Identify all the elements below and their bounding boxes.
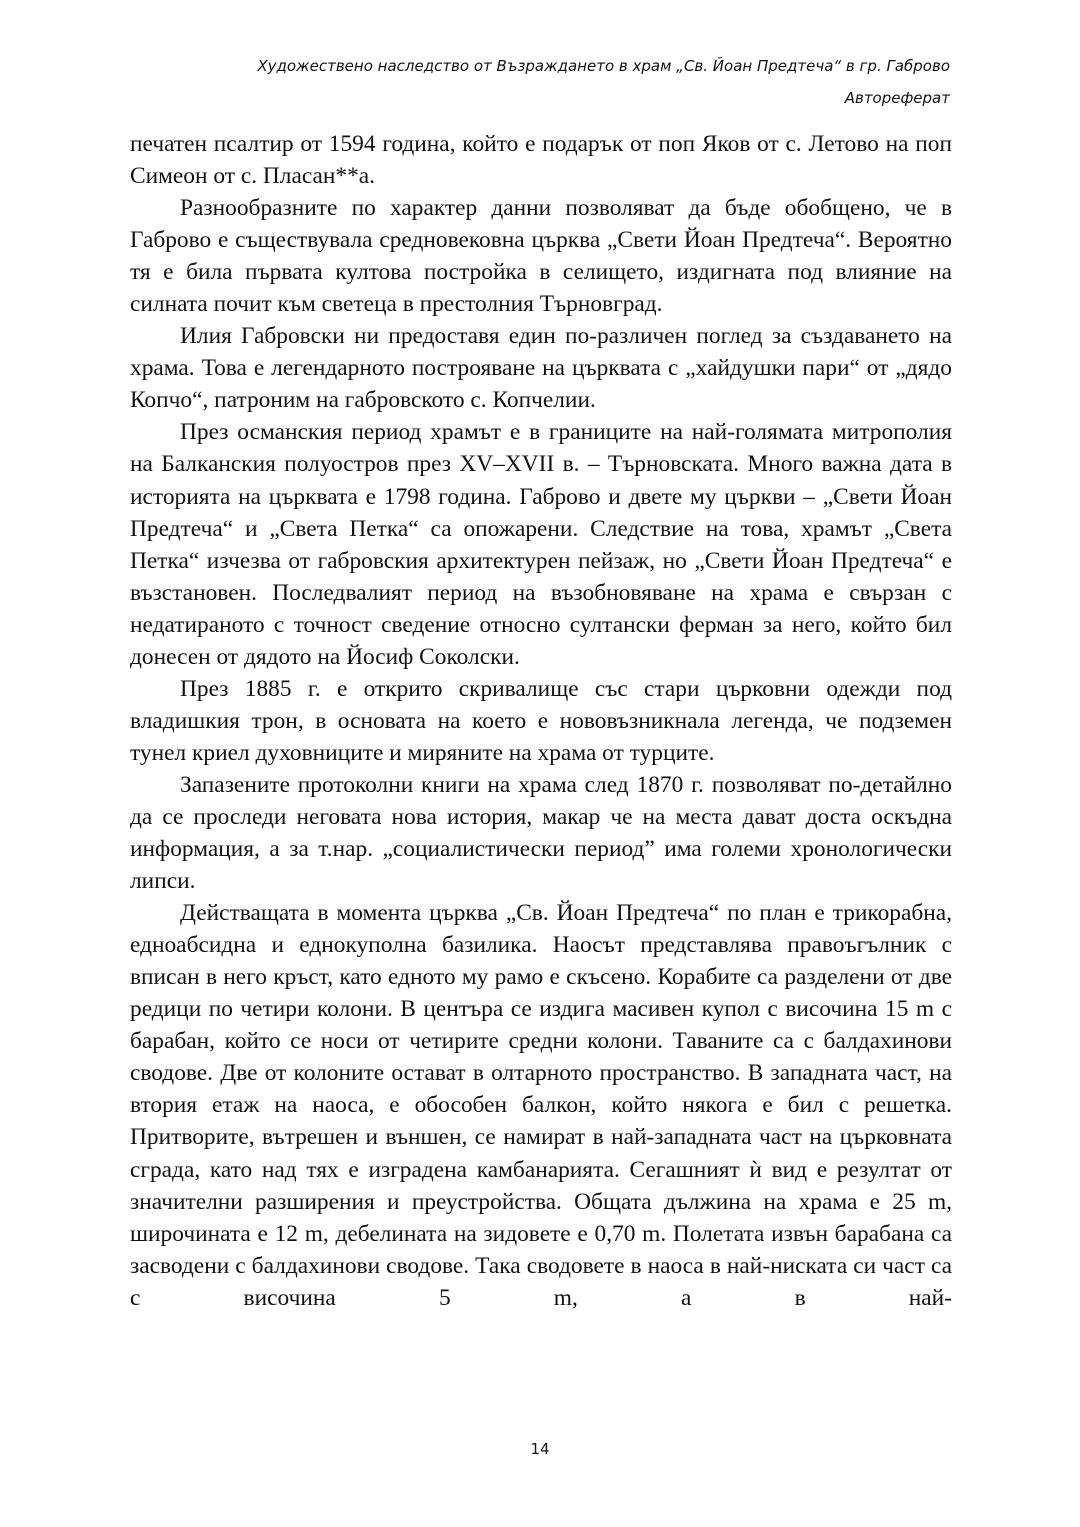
body-text bbox=[130, 128, 952, 1314]
paragraph-2: Разнообразните по характер данни позволяват да бъде обобщено, че в Габрово е съществувала средновековна църква „Свети Йоан Предтеча“. Вероятно тя е била първата култова постройка в селището, издигната под влияние на силната почит към светеца в престолния Търновград. bbox=[130, 195, 952, 318]
paragraph-1: печатен псалтир от 1594 година, който е подарък от поп Яков от с. Летово на поп Симеон от с. Пласан**а. bbox=[130, 131, 952, 190]
paragraph-6: Запазените протоколни книги на храма след 1870 г. позволяват по-детайлно да се проследи неговата нова история, макар че на места дават доста оскъдна информация, а за т.нар. „социалистически период” има големи хронологически липси. bbox=[130, 771, 952, 895]
header-subtitle: Автореферат bbox=[844, 89, 950, 107]
header-title: Художествено наследство от Възраждането в храм „Св. Йоан Предтеча“ в гр. Габрово bbox=[257, 57, 950, 75]
paragraph-7: Действащата в момента църква „Св. Йоан Предтеча“ по план е трикорабна, едноабсидна и еднокуполна базилика. Наосът представлява правоъгълник с вписан в него кръст, като едното му рамо е скъсено. Корабите са разделени от две редици по четири колони. В центъра се издига масивен купол с височина 15 m с барабан, който се носи от четирите средни колони. Таваните са с балдахинови сводове. Две от колоните остават в олтарното пространство. В западната част, на втория етаж на наоса, е обособен балкон, който някога е бил с решетка. Притворите, вътрешен и външен, се намират в най-западната част на църковната сграда, като над тях е изградена камбанарията. Сегашният ѝ вид е резултат от значителни разширения и преустройства. Общата дължина на храма е 25 m, широчината е 12 m, дебелината на зидовете е 0,70 m. Полетата извън барабана са засводени с балдахинови сводове. Така сводовете в наоса в най-ниската си част са с височина 5 m, а в най- bbox=[130, 900, 952, 1311]
page-number: 14 bbox=[530, 1440, 550, 1458]
paragraph-3: Илия Габровски ни предоставя един по-различен поглед за създаването на храма. Това е легендарното построяване на църквата с „хайдушки пари“ от „дядо Копчо“, патроним на габровското с. Копчелии. bbox=[130, 323, 952, 414]
paragraph-5: През 1885 г. е открито скривалище със стари църковни одежди под владишкия трон, в основата на което е нововъзникнала легенда, че подземен тунел криел духовниците и миряните на храма от турците. bbox=[130, 675, 952, 766]
paragraph-4: През османския период храмът е в границите на най-голямата митрополия на Балканския полуостров през XV–XVII в. – Търновската. Много важна дата в историята на църквата е 1798 година. Габрово и двете му църкви – „Свети Йоан Предтеча“ и „Света Петка“ са опожарени. Следствие на това, храмът „Света Петка“ изчезва от габровския архитектурен пейзаж, но „Свети Йоан Предтеча“ е възстановен. Последвалият период на възобновяване на храма е свързан с недатираното с точност сведение относно султански ферман за него, който бил донесен от дядото на Йосиф Соколски. bbox=[130, 419, 952, 670]
running-header bbox=[257, 50, 950, 114]
